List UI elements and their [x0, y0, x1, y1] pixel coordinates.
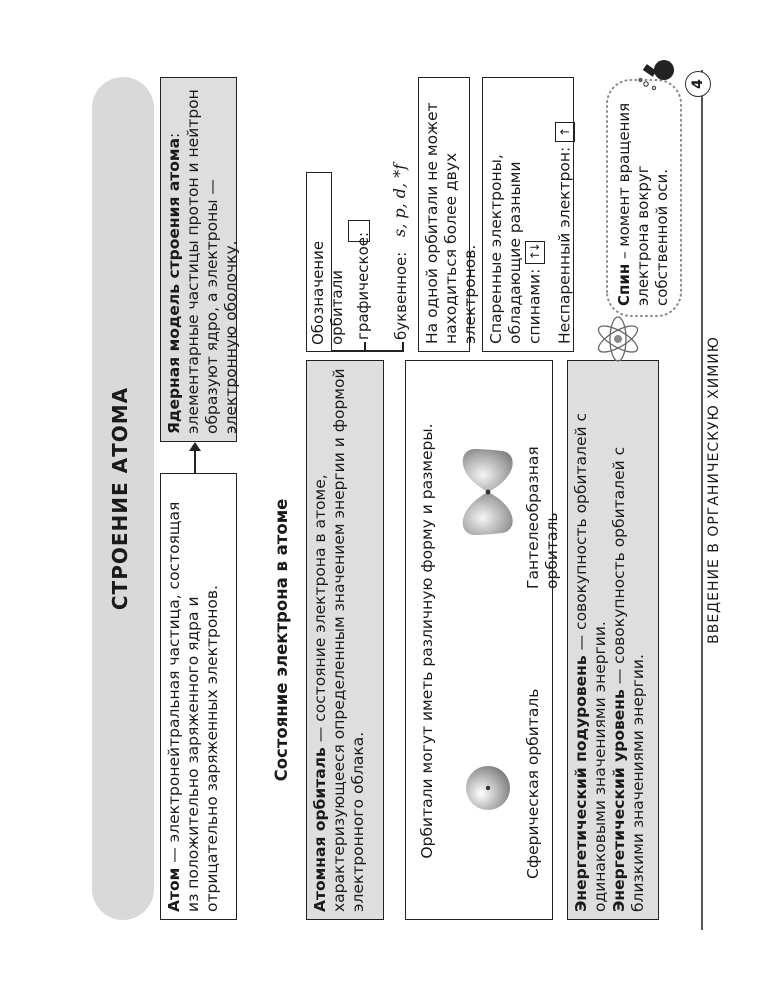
atomic-orbital-box [306, 360, 384, 920]
page-title: СТРОЕНИЕ АТОМА [108, 386, 132, 611]
unpaired-row [555, 85, 575, 344]
notation-title: Обозначение орбитали [306, 172, 332, 352]
nuclear-term: Ядерная модель строения атома [165, 137, 183, 434]
level-term: Энергетический уровень [610, 689, 628, 912]
footer-title: ВВЕДЕНИЕ В ОРГАНИЧЕСКУЮ ХИМИЮ [706, 336, 722, 644]
orbital-shapes-figure [446, 363, 526, 919]
spin-box [585, 77, 685, 364]
nuclear-text: : элементарные частицы протон и нейтрон образуют ядро, а электроны — электронную оболочку. [165, 89, 240, 434]
orbital-shapes-box [405, 360, 561, 920]
nuclear-model-box [160, 77, 240, 442]
footer-line [701, 70, 703, 930]
letter-label: буквенное: [392, 251, 410, 340]
spin-term: Спин [615, 263, 633, 306]
pauli-box [418, 77, 479, 352]
orbital-text: — состояние электрона в атоме, характеризующееся определенным значением энергии и формой электронного облака. [311, 368, 367, 912]
atom-icon [593, 314, 643, 364]
spin-text: – момент вращения электрона вокруг собственной оси. [615, 102, 671, 306]
spherical-orbital-icon [466, 766, 510, 810]
sublevel-term: Энергетический подуровень [572, 655, 590, 912]
spin-definition [615, 86, 672, 306]
orbital-cell-icon [348, 220, 370, 242]
paired-text: Спаренные электроны, обладающие разными спинами: [487, 154, 544, 344]
graphic-label: графическое: [354, 231, 372, 340]
level-text: — совокупность орбиталей с близкими значениями энергии. [610, 446, 647, 912]
atom-definition-box [160, 473, 237, 920]
dumbbell-orbital-icon [463, 449, 513, 535]
paired-electrons-icon: ↑↓ [525, 241, 545, 264]
shapes-text: Орбитали могут иметь различную форму и размеры. [418, 423, 436, 859]
atom-term: Атом [165, 867, 183, 912]
orbital-term: Атомная орбиталь [311, 747, 329, 912]
spherical-orbital-label: Сферическая орбиталь [524, 688, 542, 879]
notation-tree-branch [402, 342, 404, 352]
flask-icon [638, 54, 678, 94]
arrow-head-icon [189, 442, 201, 451]
notation-tree-line [332, 351, 404, 353]
electrons-box [482, 77, 574, 352]
unpaired-electron-icon: ↑ [555, 122, 575, 142]
sublevel-text: — совокупность орбиталей с одинаковыми значениями энергии. [572, 412, 609, 912]
notation-tree-branch [364, 342, 366, 352]
atom-text: — электронейтральная частица, состоящая из положительно заряженного ядра и отрицательно заряженных электронов. [165, 501, 221, 912]
section-heading: Состояние электрона в атоме [272, 498, 291, 782]
page-number: 4 [685, 71, 711, 97]
paired-row [487, 85, 545, 344]
dumbbell-orbital-label: Гантелеобразная орбиталь [524, 446, 561, 589]
energy-levels-box [567, 360, 659, 920]
notation-box [306, 77, 416, 352]
orbital-letters: s, p, d, *f [390, 163, 409, 237]
pauli-text: На одной орбитали не может находиться более двух электронов. [423, 102, 479, 344]
unpaired-text: Неспаренный электрон: [555, 146, 574, 344]
title-bar [92, 77, 154, 920]
